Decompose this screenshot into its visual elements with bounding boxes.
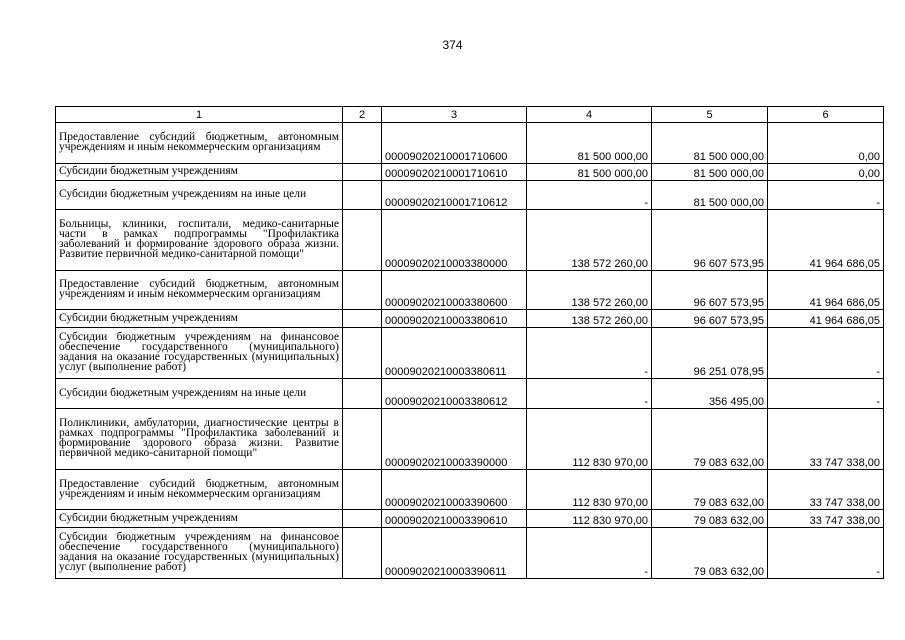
column-header: 5 (652, 107, 768, 123)
table-row (56, 123, 884, 164)
table-row (56, 181, 884, 210)
column-2-cell (343, 164, 382, 181)
table-row (56, 310, 884, 328)
amount-col6: 33 747 338,00 (768, 510, 884, 528)
expense-name: Субсидии бюджетным учреждениям (56, 510, 343, 528)
amount-col4: - (527, 328, 652, 379)
classification-code: 00009020210003380600 (382, 271, 527, 310)
expense-name: Предоставление субсидий бюджетным, автономным учреждениям и иным некоммерческим организациям (56, 123, 343, 164)
table-row (56, 470, 884, 510)
amount-col4: 112 830 970,00 (527, 510, 652, 528)
classification-code: 00009020210001710612 (382, 181, 527, 210)
table-row (56, 210, 884, 271)
amount-col4: 112 830 970,00 (527, 409, 652, 470)
amount-col4: 112 830 970,00 (527, 470, 652, 510)
column-2-cell (343, 123, 382, 164)
classification-code: 00009020210003380000 (382, 210, 527, 271)
amount-col4: - (527, 528, 652, 579)
expense-name: Субсидии бюджетным учреждениям на иные цели (56, 379, 343, 409)
page-number: 374 (442, 38, 463, 52)
amount-col6: 41 964 686,05 (768, 210, 884, 271)
table-row (56, 164, 884, 181)
amount-col6: 41 964 686,05 (768, 310, 884, 328)
amount-col6: - (768, 328, 884, 379)
amount-col5: 79 083 632,00 (652, 510, 768, 528)
amount-col6: 33 747 338,00 (768, 409, 884, 470)
expense-name: Субсидии бюджетным учреждениям на иные цели (56, 181, 343, 210)
table-header-row (56, 107, 884, 123)
column-2-cell (343, 210, 382, 271)
amount-col6: 0,00 (768, 164, 884, 181)
classification-code: 00009020210001710610 (382, 164, 527, 181)
amount-col4: - (527, 379, 652, 409)
classification-code: 00009020210003390610 (382, 510, 527, 528)
amount-col4: - (527, 181, 652, 210)
amount-col5: 81 500 000,00 (652, 181, 768, 210)
expense-name: Предоставление субсидий бюджетным, автономным учреждениям и иным некоммерческим организациям (56, 271, 343, 310)
column-2-cell (343, 379, 382, 409)
column-2-cell (343, 271, 382, 310)
amount-col4: 138 572 260,00 (527, 210, 652, 271)
amount-col6: 41 964 686,05 (768, 271, 884, 310)
table-row (56, 328, 884, 379)
expense-name: Субсидии бюджетным учреждениям (56, 310, 343, 328)
amount-col6: 33 747 338,00 (768, 470, 884, 510)
column-2-cell (343, 528, 382, 579)
table-row (56, 379, 884, 409)
amount-col5: 81 500 000,00 (652, 164, 768, 181)
expense-name: Субсидии бюджетным учреждениям на финансовое обеспечение государственного (муниципального) задания на оказание государственных (муниципальных) услуг (выполнение работ) (56, 328, 343, 379)
classification-code: 00009020210003390611 (382, 528, 527, 579)
amount-col4: 81 500 000,00 (527, 164, 652, 181)
amount-col5: 79 083 632,00 (652, 409, 768, 470)
classification-code: 00009020210003380611 (382, 328, 527, 379)
amount-col6: - (768, 181, 884, 210)
amount-col5: 356 495,00 (652, 379, 768, 409)
table-row (56, 510, 884, 528)
expense-name: Предоставление субсидий бюджетным, автономным учреждениям и иным некоммерческим организациям (56, 470, 343, 510)
column-2-cell (343, 181, 382, 210)
amount-col5: 96 607 573,95 (652, 210, 768, 271)
column-header: 2 (343, 107, 382, 123)
column-2-cell (343, 510, 382, 528)
classification-code: 00009020210003380612 (382, 379, 527, 409)
expense-name: Поликлиники, амбулатории, диагностические центры в рамках подпрограммы "Профилактика заболеваний и формирование здорового образа жизни. Развитие первичной медико-санитарной помощи" (56, 409, 343, 470)
column-2-cell (343, 310, 382, 328)
amount-col6: - (768, 528, 884, 579)
amount-col5: 81 500 000,00 (652, 123, 768, 164)
classification-code: 00009020210001710600 (382, 123, 527, 164)
expense-name: Больницы, клиники, госпитали, медико-санитарные части в рамках подпрограммы "Профилактика заболеваний и формирование здорового образа жизни. Развитие первичной медико-санитарной помощи" (56, 210, 343, 271)
amount-col5: 96 607 573,95 (652, 310, 768, 328)
column-2-cell (343, 409, 382, 470)
amount-col4: 81 500 000,00 (527, 123, 652, 164)
expense-name: Субсидии бюджетным учреждениям (56, 164, 343, 181)
amount-col5: 79 083 632,00 (652, 470, 768, 510)
classification-code: 00009020210003390600 (382, 470, 527, 510)
column-header: 3 (382, 107, 527, 123)
table-row (56, 528, 884, 579)
column-header: 1 (56, 107, 343, 123)
classification-code: 00009020210003390000 (382, 409, 527, 470)
column-header: 6 (768, 107, 884, 123)
amount-col6: 0,00 (768, 123, 884, 164)
amount-col5: 96 607 573,95 (652, 271, 768, 310)
amount-col4: 138 572 260,00 (527, 271, 652, 310)
column-2-cell (343, 470, 382, 510)
column-header: 4 (527, 107, 652, 123)
amount-col5: 96 251 078,95 (652, 328, 768, 379)
amount-col6: - (768, 379, 884, 409)
amount-col4: 138 572 260,00 (527, 310, 652, 328)
budget-table (55, 106, 884, 579)
column-2-cell (343, 328, 382, 379)
classification-code: 00009020210003380610 (382, 310, 527, 328)
table-row (56, 409, 884, 470)
expense-name: Субсидии бюджетным учреждениям на финансовое обеспечение государственного (муниципального) задания на оказание государственных (муниципальных) услуг (выполнение работ) (56, 528, 343, 579)
amount-col5: 79 083 632,00 (652, 528, 768, 579)
table-row (56, 271, 884, 310)
